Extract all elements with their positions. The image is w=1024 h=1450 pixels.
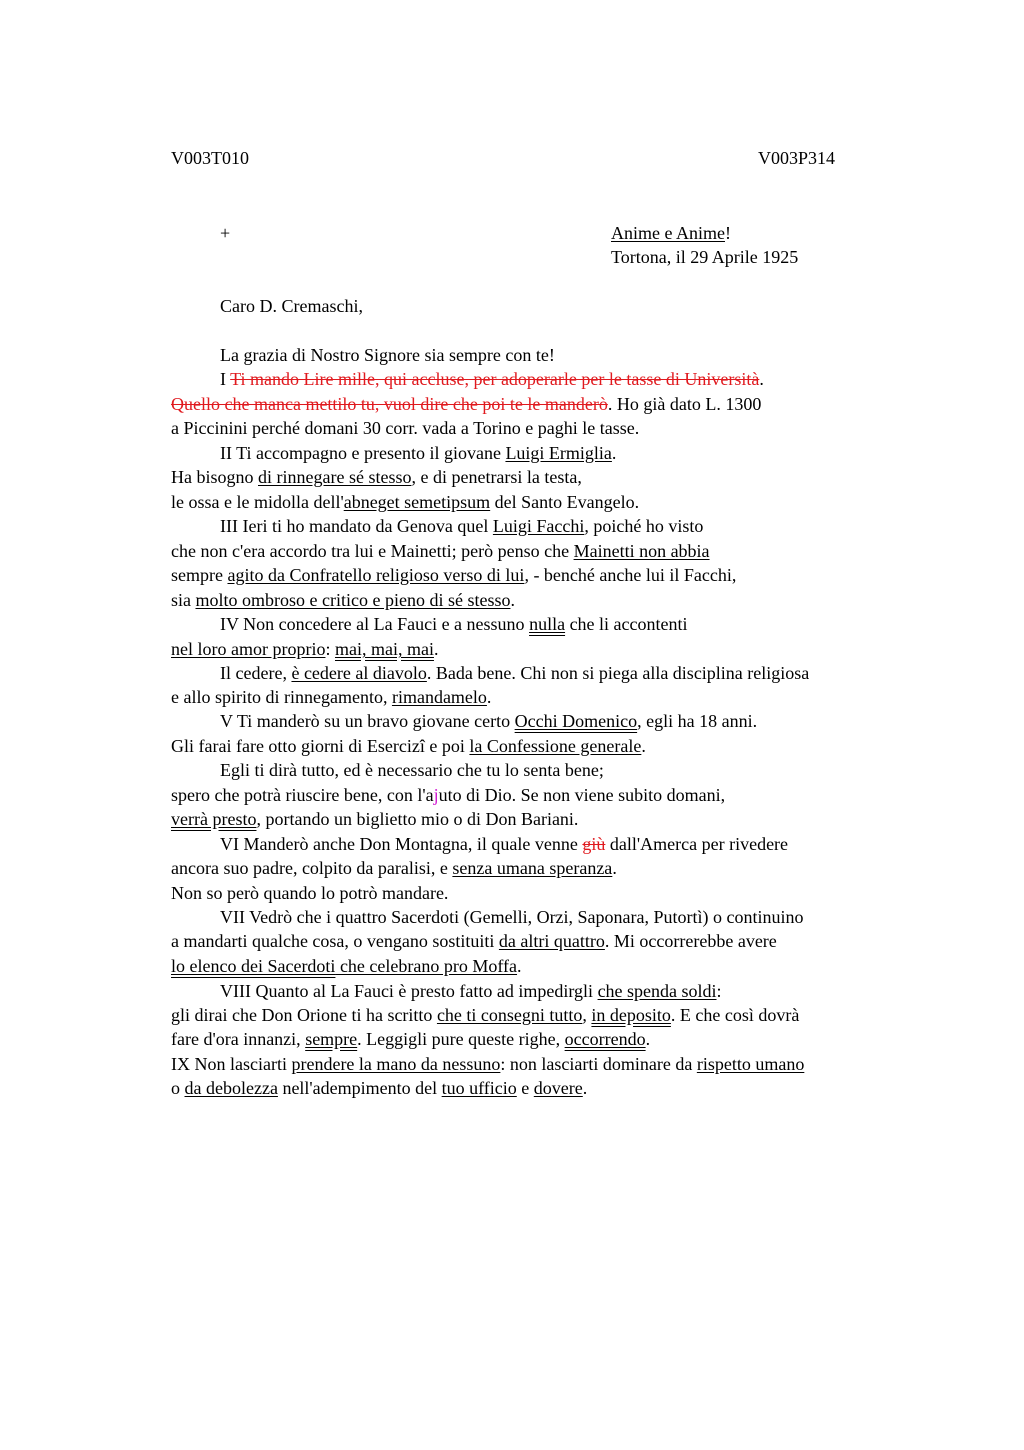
text: a mandarti qualche cosa, o vengano sostituiti <box>171 931 499 951</box>
double-underlined-text: occorrendo <box>564 1029 646 1049</box>
text: , e di penetrarsi la testa, <box>411 467 582 487</box>
text: III Ieri ti ho mandato da Genova quel <box>220 516 493 536</box>
text: I <box>220 369 231 389</box>
text: ancora suo padre, colpito da paralisi, e <box>171 858 453 878</box>
underlined-text: che ti consegni tutto <box>436 1005 583 1025</box>
text: . E che così dovrà <box>670 1005 800 1025</box>
underlined-text: da altri quattro <box>498 931 605 951</box>
text: . <box>486 687 492 707</box>
point-2-line-1 <box>220 441 616 465</box>
point-8-line-3 <box>171 1027 650 1051</box>
underlined-text: agito da Confratello religioso verso di lui <box>227 565 525 585</box>
text: IX Non lasciarti <box>171 1054 292 1074</box>
text: e allo spirito di rinnegamento, <box>171 687 392 707</box>
underlined-text: tuo ufficio <box>441 1078 517 1098</box>
underlined-text: rispetto umano <box>696 1054 805 1074</box>
text: . <box>611 443 617 463</box>
motto-end: ! <box>724 223 731 243</box>
text: , egli ha 18 anni. <box>637 711 758 731</box>
double-underlined-text: lo elenco dei Sacerdoti <box>171 956 336 976</box>
underlined-text: molto ombroso e critico e pieno di sé stesso <box>195 590 511 610</box>
text: sia <box>171 590 196 610</box>
point-1-line-1 <box>220 367 764 391</box>
text: e <box>516 1078 534 1098</box>
underlined-text: dovere <box>533 1078 583 1098</box>
header-right-code: V003P314 <box>758 148 836 168</box>
point-4-line-3 <box>220 661 809 685</box>
double-underlined-text: in deposito <box>591 1005 671 1025</box>
underlined-text: Luigi Facchi <box>492 516 585 536</box>
greeting: La grazia di Nostro Signore sia sempre con te! <box>220 345 555 365</box>
text: IV Non concedere al La Fauci e a nessuno <box>220 614 530 634</box>
motto-underlined: Anime e Anime <box>611 223 725 243</box>
point-7-line-3 <box>171 954 522 978</box>
underlined-text: da debolezza <box>184 1078 278 1098</box>
point-5-line-5 <box>171 807 578 831</box>
point-8-line-1 <box>220 979 722 1003</box>
double-underlined-text: mai, mai, mai <box>334 639 434 659</box>
place-date: Tortona, il 29 Aprile 1925 <box>611 247 799 267</box>
salutation: Caro D. Cremaschi, <box>220 296 363 316</box>
text: Il cedere, <box>220 663 292 683</box>
text: V Ti manderò su un bravo giovane certo <box>220 711 515 731</box>
text: . <box>517 956 522 976</box>
point-3-line-1 <box>220 514 703 538</box>
text: . <box>645 1029 651 1049</box>
text: . <box>433 639 439 659</box>
text: , portando un biglietto mio o di Don Bariani. <box>256 809 579 829</box>
text: spero che potrà riuscire bene, con l'a <box>171 785 434 805</box>
text: . Leggigli pure queste righe, <box>357 1029 565 1049</box>
text: fare d'ora innanzi, <box>171 1029 306 1049</box>
text: sempre <box>171 565 228 585</box>
deleted-text: Ti mando Lire mille, qui accluse, per adoperarle per le tasse di Università <box>230 369 760 389</box>
text: VIII Quanto al La Fauci è presto fatto ad impedirgli <box>220 981 598 1001</box>
text: . <box>759 369 764 389</box>
text: . Mi occorrerebbe avere <box>604 931 777 951</box>
point-1-line-2 <box>171 392 761 416</box>
text: e poi <box>424 736 470 756</box>
text: del Santo Evangelo. <box>490 492 640 512</box>
text: . <box>582 1078 588 1098</box>
text: . Bada bene. Chi non si piega alla disciplina religiosa <box>426 663 810 683</box>
point-6-line-3: Non so però quando lo potrò mandare. <box>171 883 449 903</box>
underlined-text: di rinnegare sé stesso <box>258 467 412 487</box>
point-3-line-4 <box>171 588 515 612</box>
point-4-line-4 <box>171 685 491 709</box>
motto <box>611 221 731 245</box>
underlined-text: Mainetti non abbia <box>573 541 710 561</box>
point-1-line-3: a Piccinini perché domani 30 corr. vada a Torino e paghi le tasse. <box>171 418 640 438</box>
point-3-line-3 <box>171 563 736 587</box>
text: : <box>716 981 722 1001</box>
underlined-text: Luigi Ermiglia <box>505 443 612 463</box>
point-9-line-2 <box>171 1076 587 1100</box>
point-2-line-2 <box>171 465 582 489</box>
point-5-line-4 <box>171 783 725 807</box>
text: Gli farai fare otto giorni di Esercizî <box>171 736 425 756</box>
underlined-text: prendere la mano da nessuno <box>291 1054 501 1074</box>
text: VI Manderò anche Don Montagna, il quale venne <box>220 834 583 854</box>
double-underlined-text: nulla <box>529 614 566 634</box>
text: che non c'era accordo tra lui e Mainetti; però penso che <box>171 541 574 561</box>
header-left-code: V003T010 <box>171 148 249 168</box>
underlined-text: che celebrano pro Moffa <box>335 956 518 976</box>
point-2-line-3 <box>171 490 639 514</box>
underlined-text: abneget semetipsum <box>343 492 491 512</box>
text: gli dirai che Don Orione ti ha scritto <box>171 1005 437 1025</box>
point-8-line-2 <box>171 1003 799 1027</box>
text: : <box>325 639 335 659</box>
text: , - benché anche lui il Facchi, <box>524 565 737 585</box>
underlined-text: che spenda soldi <box>597 981 717 1001</box>
text: dall'Amerca per rivedere <box>605 834 789 854</box>
point-4-line-2 <box>171 637 438 661</box>
underlined-text: nel loro amor proprio <box>171 639 326 659</box>
cross-mark: + <box>220 223 231 243</box>
text: o <box>171 1078 185 1098</box>
underlined-text: senza umana speranza <box>452 858 613 878</box>
underlined-text: è cedere al diavolo <box>291 663 427 683</box>
point-5-line-3: Egli ti dirà tutto, ed è necessario che tu lo senta bene; <box>220 760 604 780</box>
text: II Ti accompagno e presento il giovane <box>220 443 506 463</box>
point-5-line-1 <box>220 709 757 733</box>
double-underlined-text: verrà presto <box>171 809 257 829</box>
point-7-line-2 <box>171 929 777 953</box>
underlined-text: rimandamelo <box>391 687 487 707</box>
text: che li accontenti <box>565 614 688 634</box>
deleted-text: Quello che manca mettilo tu, vuol dire che poi te le manderò <box>171 394 608 414</box>
point-4-line-1 <box>220 612 688 636</box>
text: Ha bisogno <box>171 467 258 487</box>
point-9-line-1 <box>171 1052 804 1076</box>
text: le ossa e le midolla dell' <box>171 492 344 512</box>
point-3-line-2 <box>171 539 710 563</box>
text: , poiché ho visto <box>584 516 704 536</box>
text: . <box>641 736 646 756</box>
text: nell'adempimento del <box>277 1078 442 1098</box>
text: . Ho già dato L. 1300 <box>607 394 762 414</box>
text: , <box>582 1005 592 1025</box>
text: . <box>612 858 617 878</box>
point-6-line-1 <box>220 832 788 856</box>
double-underlined-text: Occhi Domenico <box>514 711 638 731</box>
text: : non lasciarti dominare da <box>500 1054 697 1074</box>
underlined-text: la Confessione generale <box>469 736 642 756</box>
point-6-line-2 <box>171 856 617 880</box>
deleted-text: giù <box>582 834 606 854</box>
inserted-letter: j <box>433 785 439 805</box>
point-5-line-2 <box>171 734 646 758</box>
text: . <box>510 590 515 610</box>
point-7-line-1: VII Vedrò che i quattro Sacerdoti (Gemelli, Orzi, Saponara, Putortì) o continuino <box>220 907 804 927</box>
text: uto di Dio. Se non viene subito domani, <box>438 785 726 805</box>
double-underlined-text: sempre <box>305 1029 358 1049</box>
